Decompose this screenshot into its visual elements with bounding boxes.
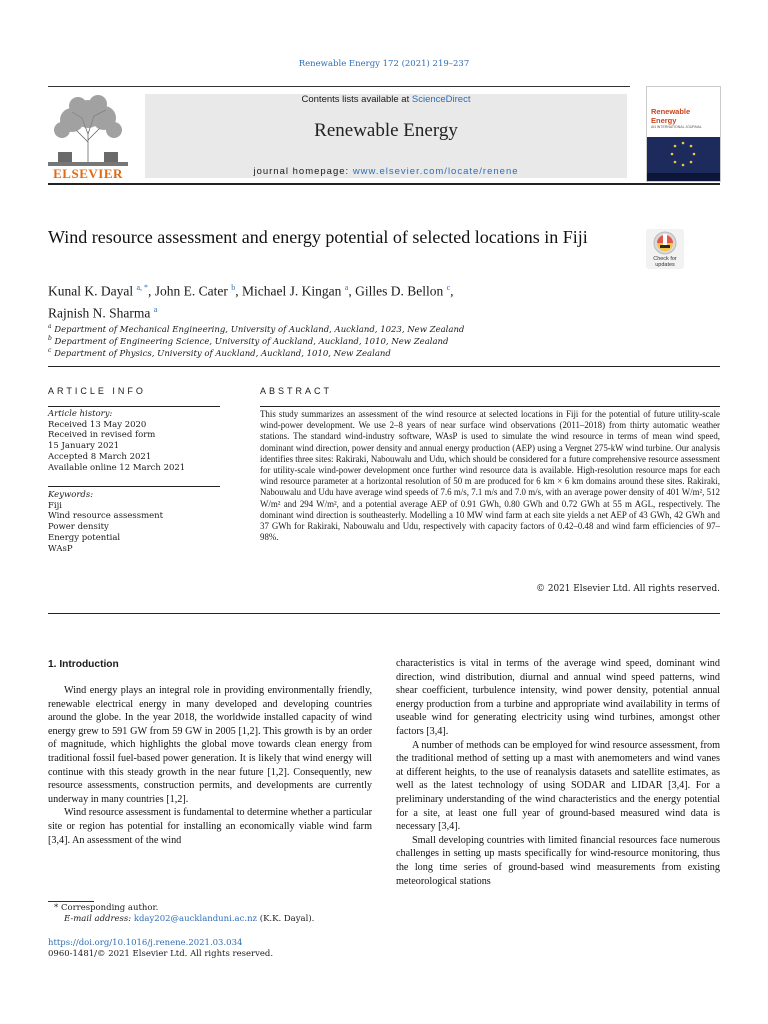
issn-copyright: 0960-1481/© 2021 Elsevier Ltd. All rights reserved. (48, 949, 274, 959)
history-item: Received in revised form (48, 430, 156, 441)
keyword: Wind resource assessment (48, 511, 164, 522)
affiliation-text: Department of Mechanical Engineering, University of Auckland, Auckland, 1023, New Zealand (54, 324, 465, 335)
sciencedirect-link[interactable]: ScienceDirect (411, 94, 471, 105)
right-column (396, 657, 720, 888)
corresponding-author-note: Corresponding author. (60, 903, 159, 913)
cover-subtitle: AN INTERNATIONAL JOURNAL (651, 125, 702, 129)
footnote-rule (48, 901, 94, 902)
keyword: WAsP (48, 543, 73, 554)
article-info-rule (48, 406, 220, 407)
check-for-updates-icon[interactable] (646, 229, 684, 269)
contents-prefix: Contents lists available at (301, 94, 412, 105)
abstract-rule (260, 406, 720, 407)
keyword: Power density (48, 522, 109, 533)
footnote (54, 903, 374, 925)
author-name[interactable]: Gilles D. Bellon (355, 283, 444, 299)
author-affil-mark[interactable]: a (153, 304, 158, 314)
header-rule (48, 86, 630, 87)
contents-line (145, 94, 627, 105)
body-paragraph: A number of methods can be employed for wind resource assessment, from the traditional method of setting up a mast with anemometers and wind vanes at different heights, to the use of reanalysis datasets and satellite estimates, as well as the latest technology of using SODAR and LIDAR [3,4]. For a preliminary understanding of the wind characteristics and the energy potential for a site, at least one full year of ground-based measured wind data is necessary [3,4]. (396, 739, 720, 833)
affiliation (48, 345, 648, 360)
journal-cover-thumbnail[interactable] (646, 86, 721, 182)
history-label: Article history: (48, 409, 113, 419)
elsevier-wordmark: ELSEVIER (53, 166, 123, 181)
affiliation-text: Department of Engineering Science, University of Auckland, Auckland, 1010, New Zealand (54, 336, 449, 347)
abstract-copyright: © 2021 Elsevier Ltd. All rights reserved. (536, 584, 720, 594)
keyword: Energy potential (48, 532, 121, 543)
journal-homepage (145, 166, 627, 177)
affiliation-mark: c (48, 347, 52, 354)
author-name[interactable]: John E. Cater (154, 283, 228, 299)
email-label: E-mail address: (64, 914, 132, 924)
affiliation-mark: a (48, 323, 52, 330)
keywords-rule (48, 486, 220, 487)
section-rule (48, 366, 720, 367)
footnote-mark: * (54, 903, 59, 913)
doi-link[interactable]: https://doi.org/10.1016/j.renene.2021.03.034 (48, 938, 243, 948)
check-for-updates-label: Check for updates (653, 256, 677, 268)
homepage-label: journal homepage: (253, 166, 353, 177)
author-affil-mark[interactable]: a (344, 283, 349, 292)
history-item: 15 January 2021 (48, 441, 120, 452)
article-title: Wind resource assessment and energy potential of selected locations in Fiji (48, 227, 588, 247)
abstract-text: This study summarizes an assessment of the wind resource at selected locations in Fiji for the potential of future utility-scale wind-power development. We use 2–8 years of near surface wind observations (2011–2018) from thirty automatic weather stations. The standard wind-industry software, WAsP is used to simulate the wind resource in terms of mean wind speed, dominant wind direction, power density and annual energy production (AEP) using a Vergnet 275-kW wind turbine. Our analysis identifies three sites: Rakiraki, Nabouwalu and Udu, which should be considered for a future comprehensive resource assessment for utility-scale wind-power development once further wind resource data is available. High-resolution resource maps for each wind resource parameter at a horizontal resolution of 50 m are produced for 6 km × 6 km domains around these sites. Rakiraki, Nabouwalu and Udu have average wind speeds of 7.6 m/s, 7.1 m/s and 7.0 m/s, with an average power density of 401 W/m², 512 W/m² and 294 W/m², and a potential average AEP of 0.91 GWh, 0.80 GWh and 0.72 GWh at 55 m AGL, respectively. The dominant wind direction is southeasterly. Modelling a 10 MW wind farm at each site yields a net AEP of 43 GWh, 42 GWh and 37 GWh for Rakiraki, Nabouwalu and Udu, respectively with capacity factors of 0.42–0.48 and wind farm efficiencies of 97–98%. (260, 409, 720, 543)
journal-reference[interactable]: Renewable Energy 172 (2021) 219–237 (298, 59, 470, 69)
author-affil-mark[interactable]: a, * (136, 283, 149, 292)
cover-artwork (647, 137, 720, 173)
author-list: Kunal K. Dayal $^{a, *}$, John E. Cater $^b$, Michael J. Kingan $^a$, Gilles D. Bellon $^c$, Rajnish N. Sharma $^a$ (48, 283, 454, 320)
journal-name: Renewable Energy (314, 120, 458, 141)
history-item: Accepted 8 March 2021 (48, 451, 152, 462)
body-paragraph: Small developing countries with limited financial resources face numerous challenges in setting up masts specifically for wind-resource monitoring, thus the long time series of ground-based wind measurements from existing meteorological stations (396, 834, 720, 887)
email-owner: (K.K. Dayal). (259, 914, 315, 924)
author-name[interactable]: Rajnish N. Sharma (48, 305, 151, 320)
introduction-heading: 1. Introduction (48, 659, 119, 670)
article-info-heading: ARTICLE INFO (48, 386, 146, 396)
body-paragraph: Wind energy plays an integral role in providing environmentally friendly, renewable electrical energy in many developed and developing countries around the globe. In the year 2018, the worldwide installed capacity of wind energy grew to 591 GW from 59 GW in 2005 [1,2]. This growth is by an order of magnitude, which highlights the global move towards clean energy from traditional fossil fuel-based power generation. It is likely that wind energy will continue with this steady growth in the near future [1,2]. Consequently, new resource assessments, construction permits, and developments are currently underway in many countries [1,2]. (48, 685, 372, 805)
body-paragraph: characteristics is vital in terms of the average wind speed, dominant wind direction, wind distribution, diurnal and annual wind speed patterns, wind shear coefficient, turbulence intensity, wind power density, potential annual energy production from a turbine and appropriate wind availability in terms of useable wind for generating electricity using wind turbines, amongst other factors [3,4]. (396, 658, 720, 737)
cover-footer-bar (647, 173, 720, 181)
article-history (48, 409, 220, 473)
history-item: Received 13 May 2020 (48, 419, 147, 430)
author-name[interactable]: Kunal K. Dayal (48, 283, 134, 299)
affiliation-mark: b (48, 335, 52, 342)
abstract-heading: ABSTRACT (260, 386, 333, 396)
left-column (48, 684, 372, 847)
cover-title: Renewable Energy (651, 107, 691, 125)
keywords-label: Keywords: (48, 490, 94, 500)
author-name[interactable]: Michael J. Kingan (242, 283, 342, 299)
author-affil-mark[interactable]: b (231, 283, 236, 292)
keywords-block (48, 490, 220, 554)
author-affil-mark[interactable]: c (446, 283, 451, 292)
body-paragraph: Wind resource assessment is fundamental to determine whether a particular site or region has potential for installing an economically viable wind farm [3,4]. An assessment of the wind (48, 807, 372, 846)
keyword: Fiji (48, 500, 62, 511)
homepage-link[interactable]: www.elsevier.com/locate/renene (352, 166, 519, 177)
affiliation-text: Department of Physics, University of Auckland, Auckland, 1010, New Zealand (54, 348, 391, 359)
footer-doi-block (48, 938, 273, 960)
section-rule (48, 613, 720, 614)
author-email-link[interactable]: kday202@aucklanduni.ac.nz (133, 914, 258, 924)
history-item: Available online 12 March 2021 (48, 462, 186, 473)
header-thick-rule (48, 183, 720, 185)
